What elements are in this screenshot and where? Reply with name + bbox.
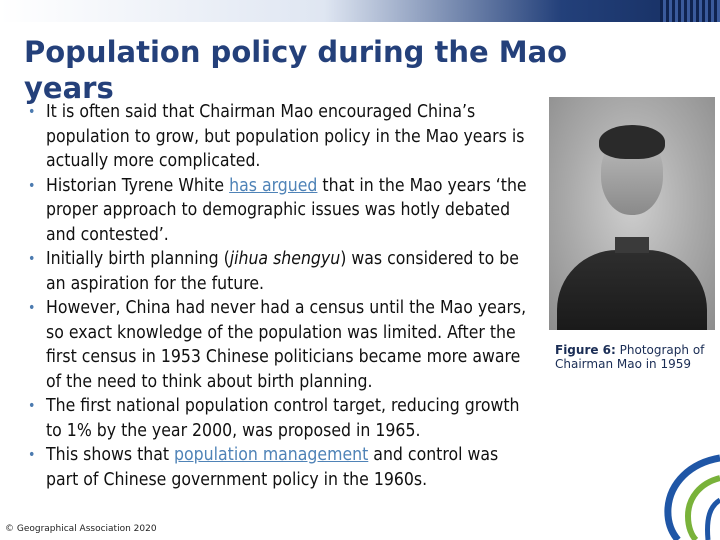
bullet-text: Historian Tyrene White [46, 175, 230, 196]
bullet-item [24, 394, 534, 443]
bullet-text: that in the Mao years ‘the proper approach to demographic issues was hotly debated and contested’. [46, 175, 527, 245]
decorative-arcs [650, 448, 720, 540]
italic-term: jihua shengyu [229, 249, 341, 269]
caption-label: Figure 6: [555, 343, 616, 357]
figure-caption [555, 343, 720, 371]
inline-link[interactable]: population management [174, 445, 369, 465]
inline-link[interactable]: has argued [229, 175, 318, 196]
bullet-item [24, 100, 534, 174]
header-bar [0, 0, 720, 22]
slide-title: Population policy during the Mao years [24, 35, 568, 105]
bullet-text: and control was part of Chinese government policy in the 1960s. [46, 445, 499, 490]
copyright-footer: © Geographical Association 2020 [5, 524, 157, 534]
header-stripes [660, 0, 720, 22]
photo-hair [599, 125, 665, 159]
bullet-item [24, 296, 534, 394]
photo-collar [615, 237, 649, 253]
mao-photograph [549, 97, 715, 330]
bullet-text: It is often said that Chairman Mao encouraged China’s population to grow, but population policy in the Mao years is actually more complicated. [46, 102, 525, 171]
bullet-text: The first national population control target, reducing growth to 1% by the year 2000, was proposed in 1965. [46, 396, 520, 441]
bullet-text: This shows that [46, 445, 175, 465]
bullet-list [24, 100, 534, 492]
bullet-text: ) was considered to be an aspiration for the future. [46, 249, 519, 294]
bullet-item [24, 247, 534, 296]
bullet-item [24, 443, 534, 492]
photo-coat [557, 250, 707, 330]
bullet-item [24, 174, 534, 248]
bullet-text: However, China had never had a census until the Mao years, so exact knowledge of the population was limited. After the first census in 1953 Chinese politicians became more aware of the need to think about birth planning. [46, 298, 527, 392]
bullet-text: Initially birth planning ( [46, 249, 230, 269]
caption-text: Photograph of Chairman Mao in 1959 [555, 343, 705, 371]
